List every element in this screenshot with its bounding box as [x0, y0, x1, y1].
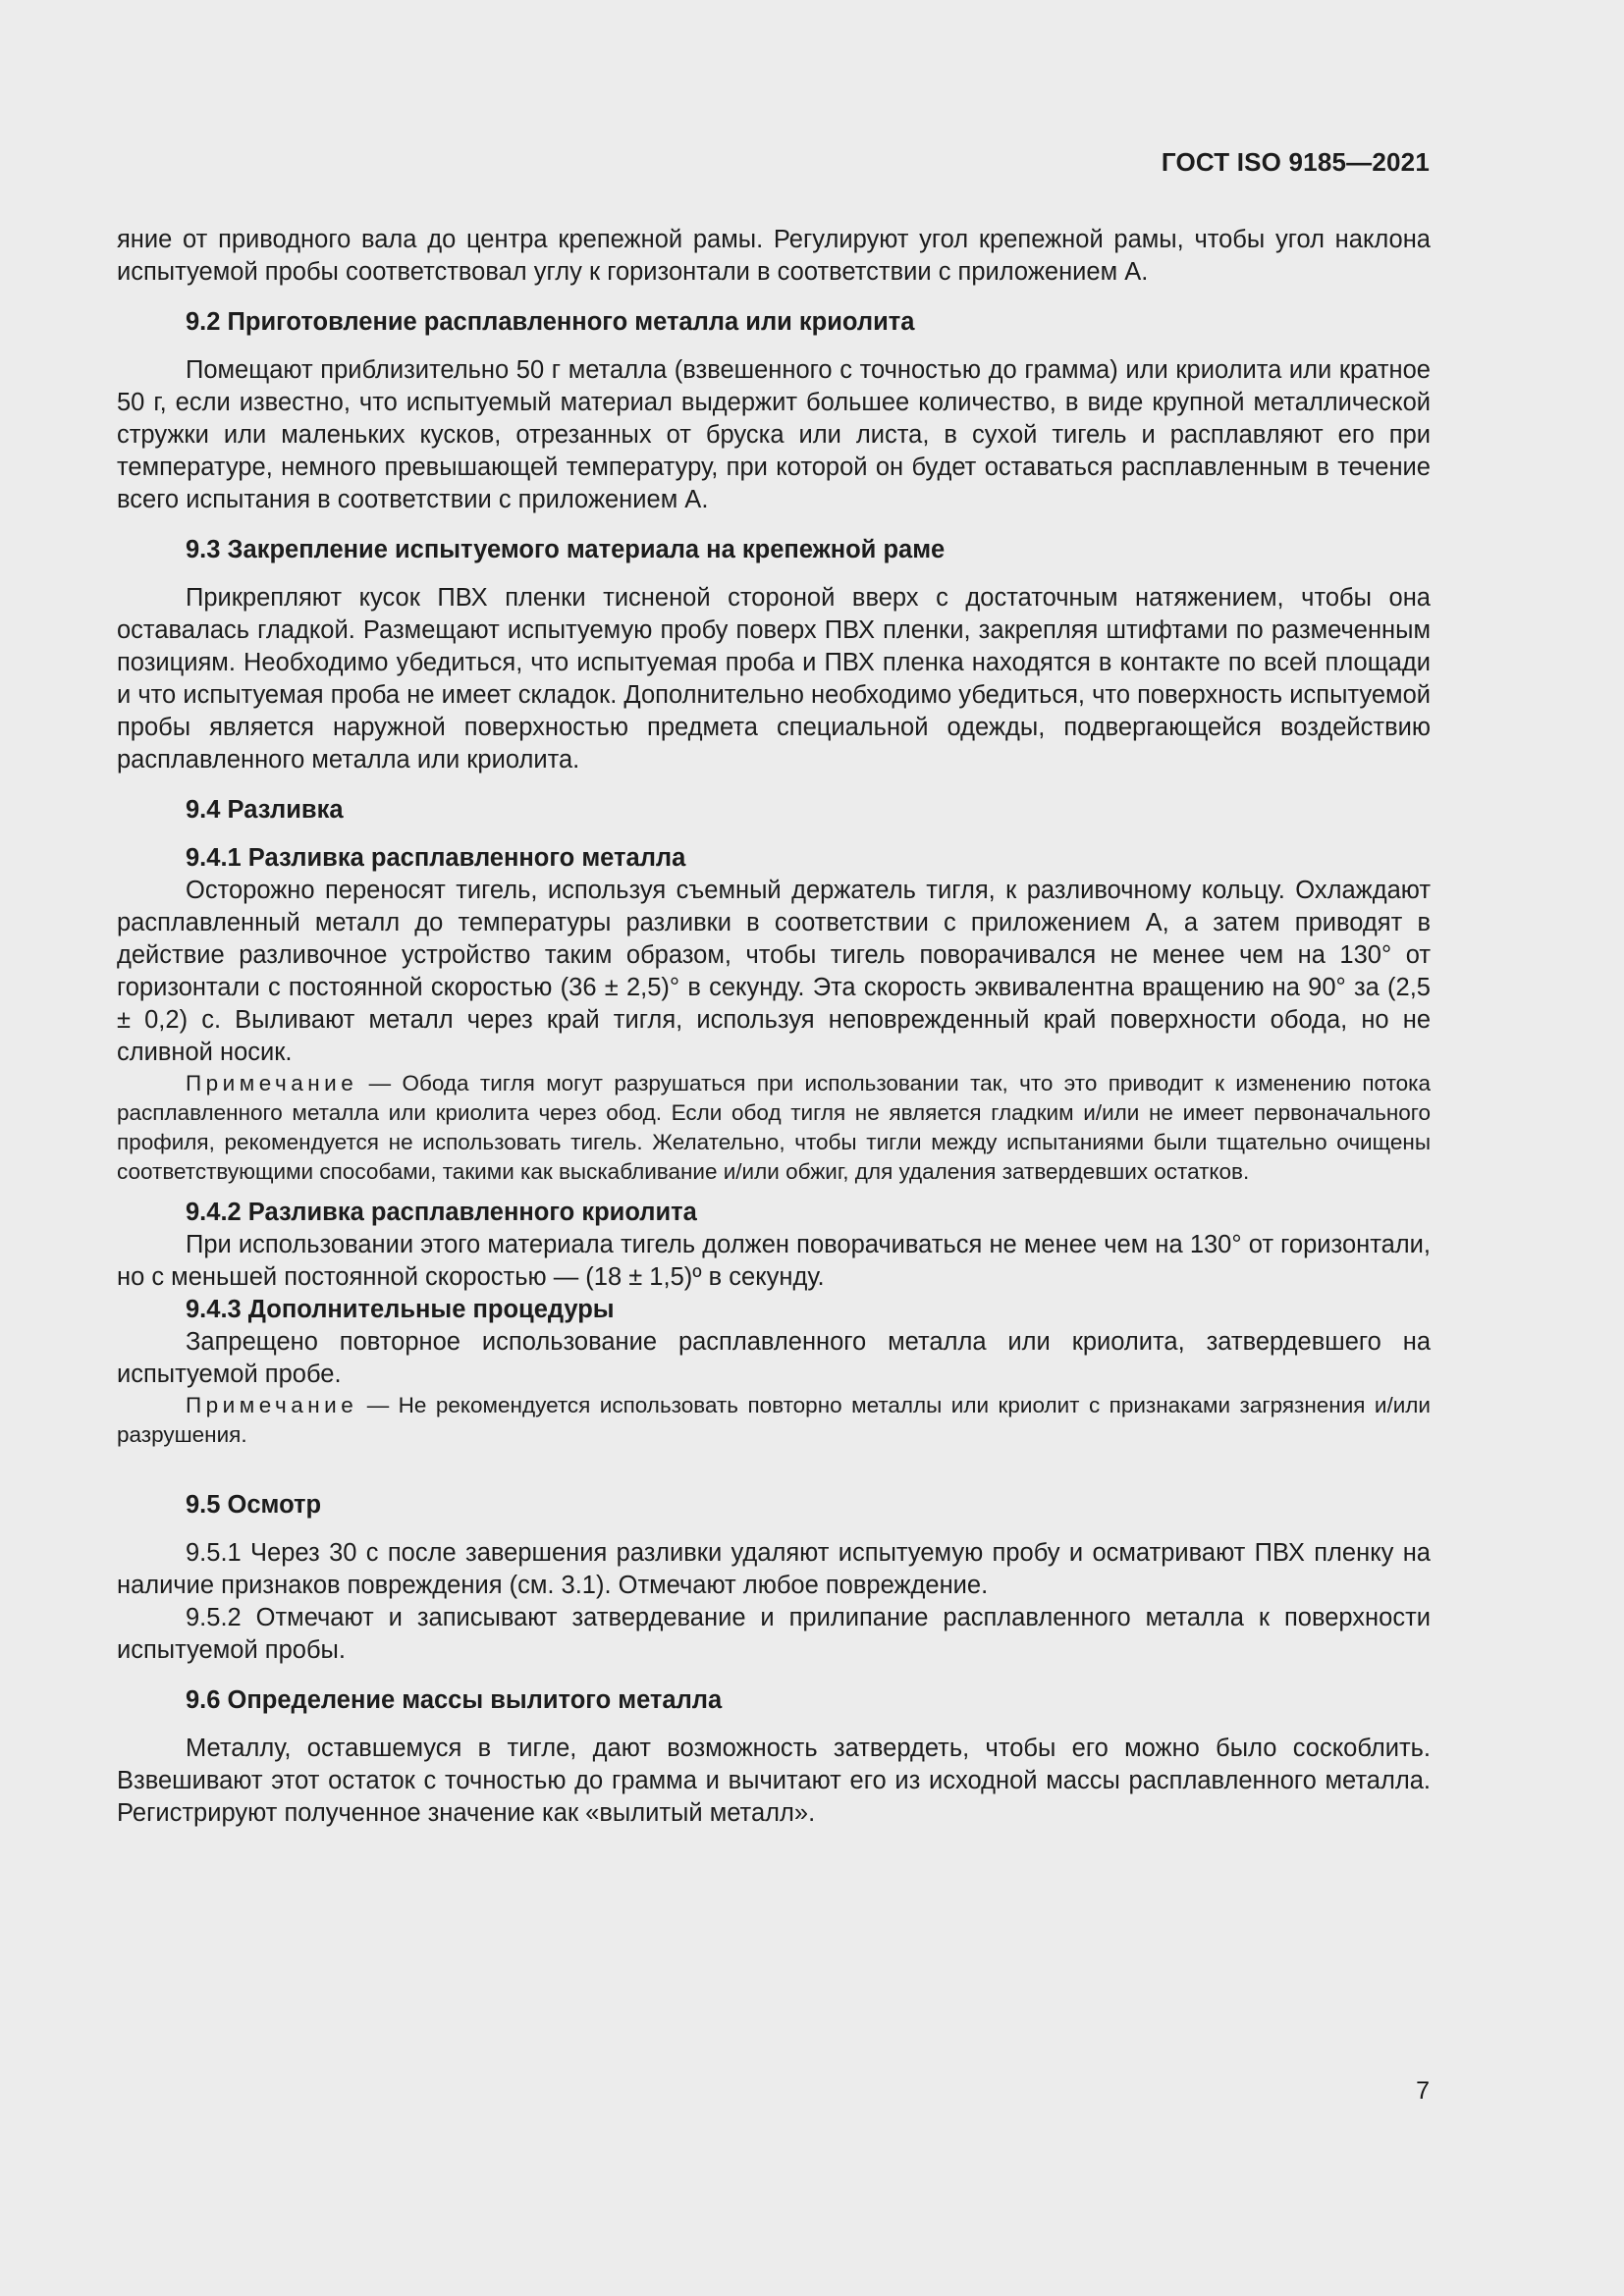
section-9-5-title: 9.5 Осмотр: [186, 1491, 322, 1519]
section-9-4-3-title: 9.4.3 Дополнительные процедуры: [186, 1296, 615, 1323]
intro-paragraph: яние от приводного вала до центра крепежной рамы. Регулируют угол крепежной рамы, чтобы угол наклона испытуемой пробы соответствовал углу к горизонтали в соответствии с приложением А.: [117, 226, 1431, 286]
section-9-5-1-text: 9.5.1 Через 30 с после завершения разливки удаляют испытуемую пробу и осматривают ПВХ пленку на наличие признаков повреждения (см. 3.1). Отмечают любое повреждение.: [117, 1539, 1431, 1599]
section-9-3-text: Прикрепляют кусок ПВХ пленки тисненой стороной вверх с достаточным натяжением, чтобы она оставалась гладкой. Размещают испытуемую пробу поверх ПВХ пленки, закрепляя штифтами по размеченным позициям. Необходимо убедиться, что испытуемая проба и ПВХ пленка находятся в контакте по всей площади и что испытуемая проба не имеет складок. Дополнительно необходимо убедиться, что поверхность испытуемой пробы является наружной поверхностью предмета специальной одежды, подвергающейся воздействию расплавленного металла или криолита.: [117, 584, 1431, 774]
section-9-6-title: 9.6 Определение массы вылитого металла: [186, 1686, 723, 1714]
section-9-2-text: Помещают приблизительно 50 г металла (взвешенного с точностью до грамма) или криолита или кратное 50 г, если известно, что испытуемый материал выдержит большее количество, в виде крупной металлической стружки или маленьких кусков, отрезанных от бруска или листа, в сухой тигель и расплавляют его при температуре, немного превышающей температуру, при которой он будет оставаться расплавленным в течение всего испытания в соответствии с приложением А.: [117, 356, 1431, 513]
section-9-6-text: Металлу, оставшемуся в тигле, дают возможность затвердеть, чтобы его можно было соскоблить. Взвешивают этот остаток с точностью до грамма и вычитают его из исходной массы расплавленного металла. Регистрируют полученное значение как «вылитый металл».: [117, 1735, 1431, 1827]
section-9-4-1-text: Осторожно переносят тигель, используя съемный держатель тигля, к разливочному кольцу. Охлаждают расплавленный металл до температуры разливки в соответствии с приложением А, а затем приводят в действие разливочное устройство таким образом, чтобы тигель поворачивался не менее чем на 130° от горизонтали с постоянной скоростью (36 ± 2,5)° в секунду. Эта скорость эквивалентна вращению на 90° за (2,5 ± 0,2) с. Выливают металл через край тигля, используя неповрежденный край поверхности обода, но не сливной носик.: [117, 877, 1431, 1066]
section-9-4-3-text: Запрещено повторное использование расплавленного металла или криолита, затвердевшего на испытуемой пробе.: [117, 1328, 1431, 1388]
note-1-text: — Обода тигля могут разрушаться при использовании так, что это приводит к изменению потока расплавленного металла или криолита через обод. Если обод тигля не является гладким и/или не имеет первоначального профиля, рекомендуется не использовать тигель. Желательно, чтобы тигли между испытаниями были тщательно очищены соответствующими способами, такими как выскабливание и/или обжиг, для удаления затвердевших остатков.: [117, 1071, 1431, 1184]
page-number: 7: [1416, 2077, 1430, 2105]
page-content: [117, 224, 1431, 1830]
section-9-3-title: 9.3 Закрепление испытуемого материала на крепежной раме: [186, 536, 946, 563]
section-9-4-2-text: При использовании этого материала тигель должен поворачиваться не менее чем на 130° от горизонтали, но с меньшей постоянной скоростью — (18 ± 1,5)º в секунду.: [117, 1231, 1431, 1291]
note-2-text: — Не рекомендуется использовать повторно металлы или криолит с признаками загрязнения и/или разрушения.: [117, 1393, 1431, 1447]
note-2-label: Примечание: [186, 1393, 358, 1417]
section-9-2-title: 9.2 Приготовление расплавленного металла или криолита: [186, 308, 915, 336]
note-2: [117, 1391, 1431, 1450]
section-9-5-2-text: 9.5.2 Отмечают и записывают затвердевание и прилипание расплавленного металла к поверхности испытуемой пробы.: [117, 1604, 1431, 1664]
note-1-label: Примечание: [186, 1071, 358, 1095]
section-9-4-1-title: 9.4.1 Разливка расплавленного металла: [186, 844, 686, 872]
section-9-4-title: 9.4 Разливка: [186, 796, 344, 824]
section-9-4-2-title: 9.4.2 Разливка расплавленного криолита: [186, 1199, 697, 1226]
document-code: ГОСТ ISO 9185—2021: [1161, 147, 1430, 177]
note-1: [117, 1069, 1431, 1187]
